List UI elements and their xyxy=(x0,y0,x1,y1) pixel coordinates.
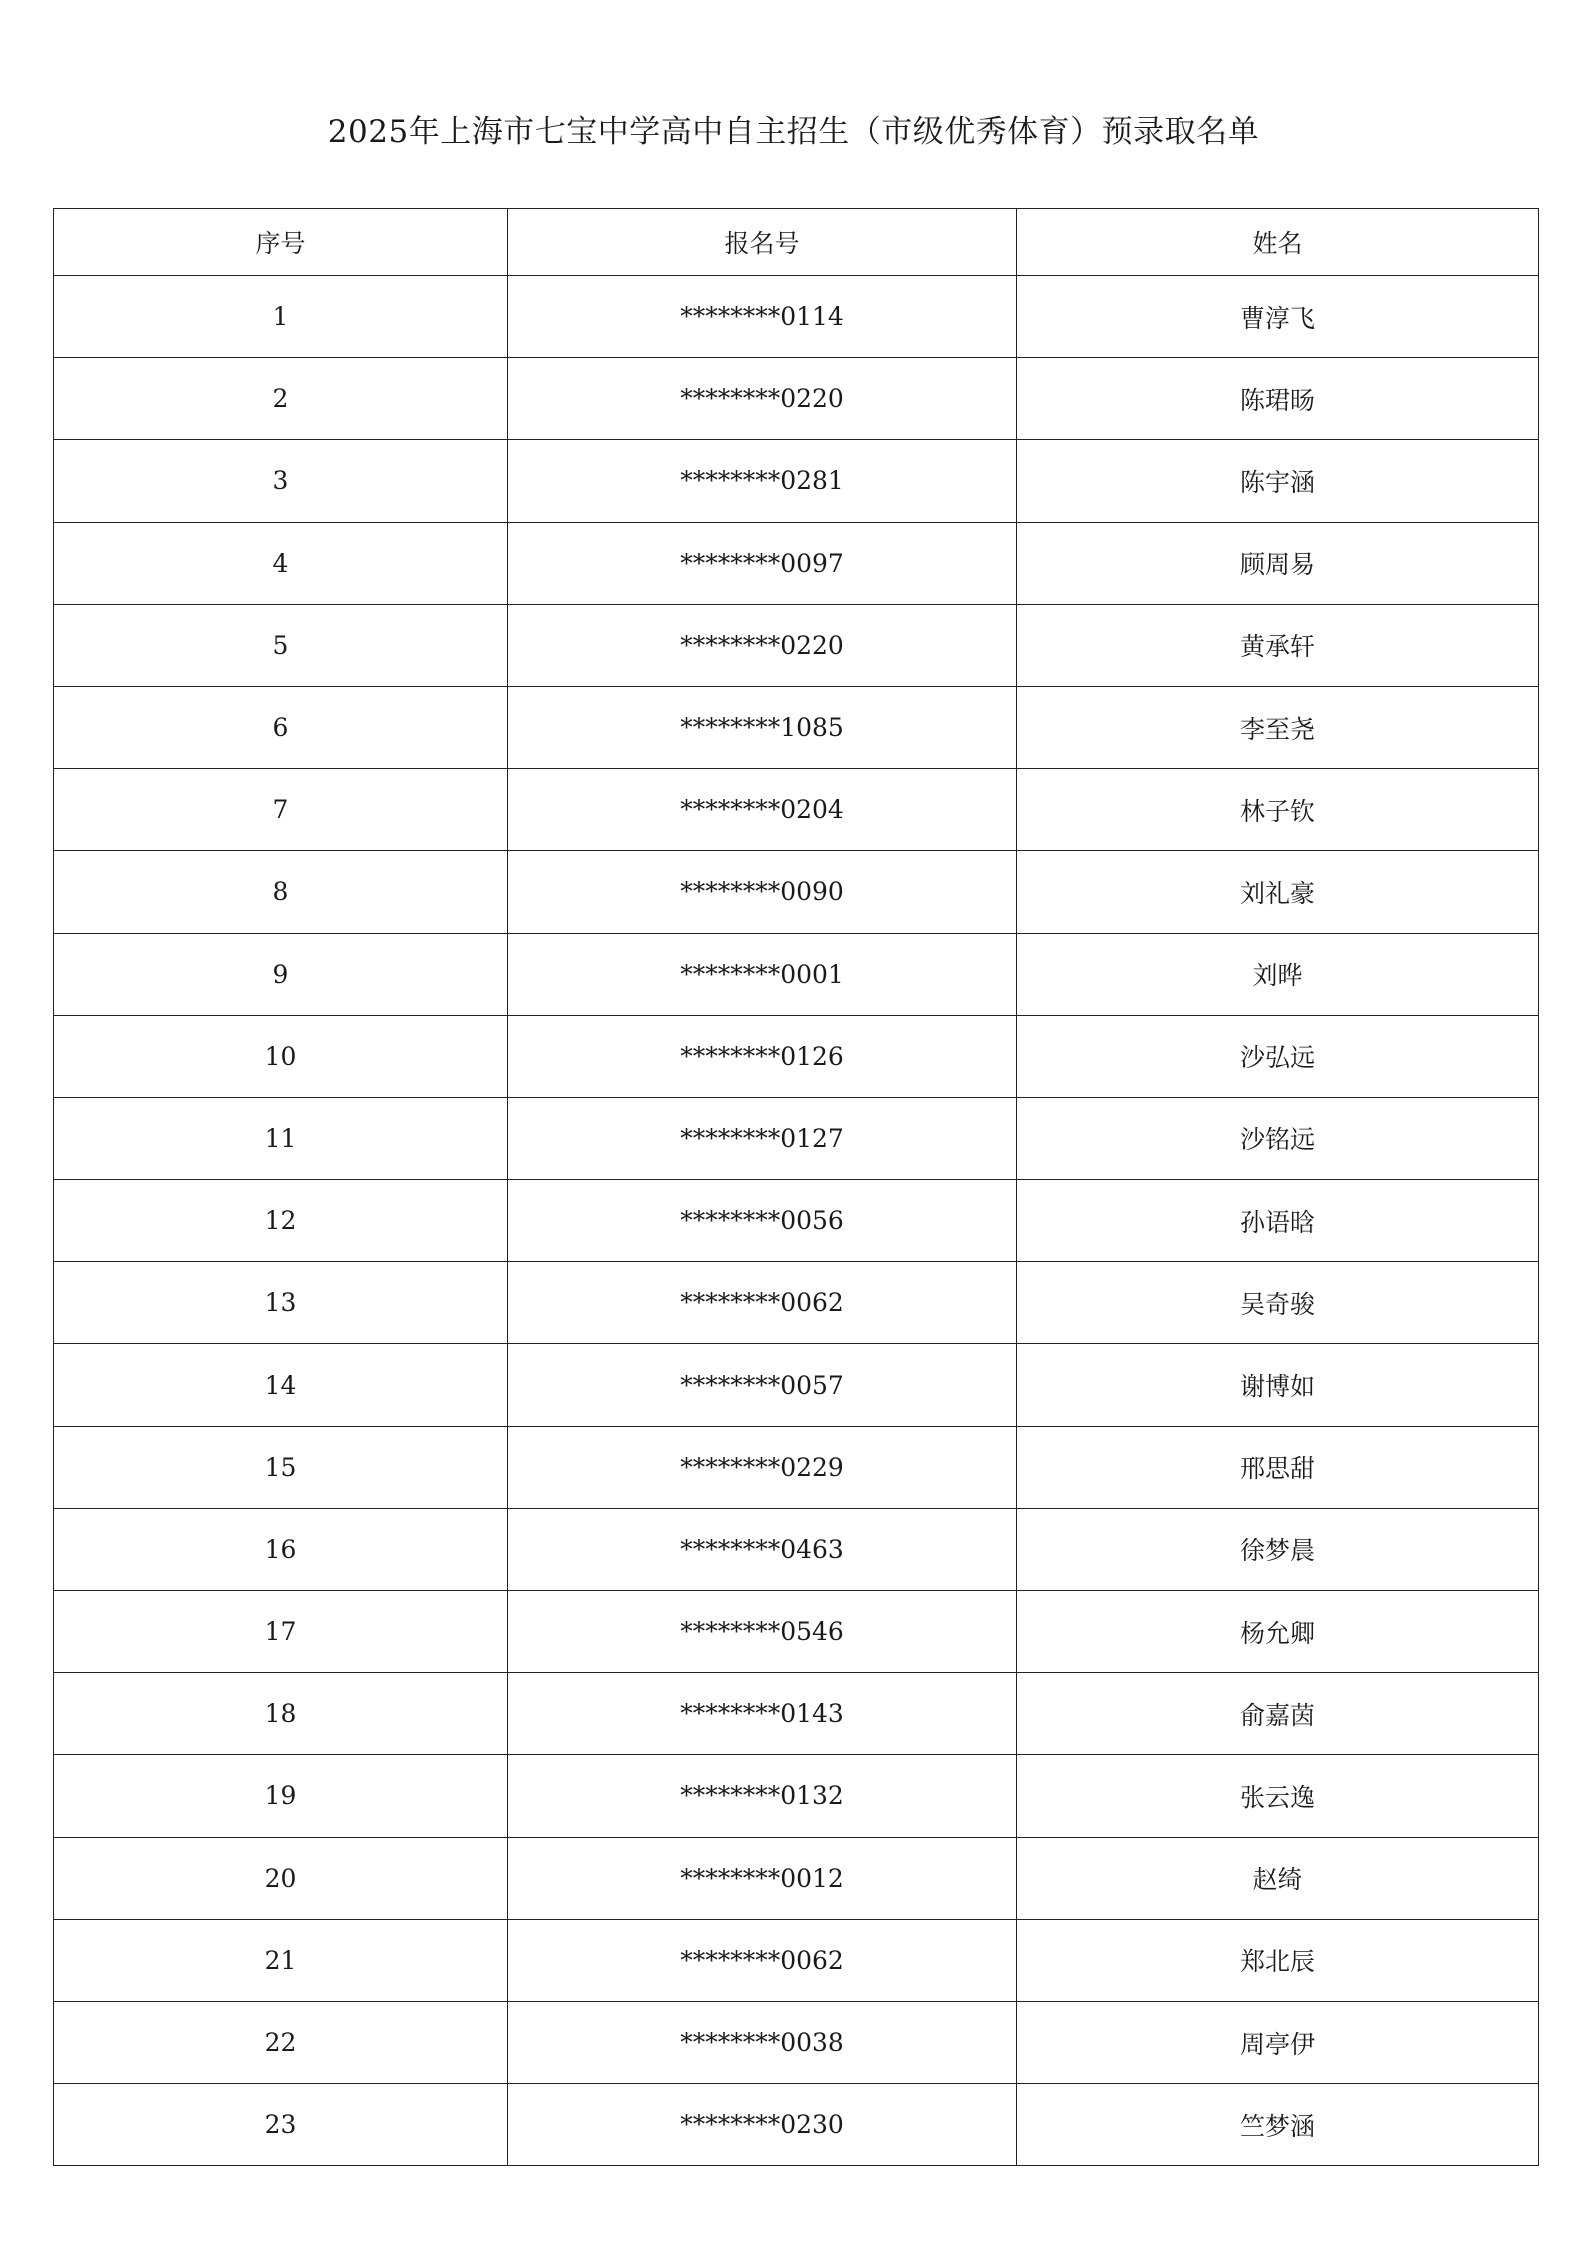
cell-reg-no: ********0090 xyxy=(508,851,1017,933)
cell-reg-no: ********0281 xyxy=(508,440,1017,522)
table-row xyxy=(54,1262,1539,1344)
cell-reg-no: ********0057 xyxy=(508,1344,1017,1426)
cell-reg-no: ********0012 xyxy=(508,1837,1017,1919)
cell-name: 刘晔 xyxy=(1017,933,1539,1015)
table-row xyxy=(54,1919,1539,2001)
table-row xyxy=(54,522,1539,604)
table-row xyxy=(54,1755,1539,1837)
cell-seq: 3 xyxy=(54,440,508,522)
cell-name: 陈珺旸 xyxy=(1017,358,1539,440)
table-row xyxy=(54,686,1539,768)
cell-seq: 15 xyxy=(54,1426,508,1508)
cell-name: 徐梦晨 xyxy=(1017,1508,1539,1590)
table-row xyxy=(54,604,1539,686)
cell-reg-no: ********0230 xyxy=(508,2084,1017,2166)
cell-reg-no: ********0001 xyxy=(508,933,1017,1015)
cell-name: 谢博如 xyxy=(1017,1344,1539,1426)
cell-seq: 19 xyxy=(54,1755,508,1837)
table-row xyxy=(54,1673,1539,1755)
cell-name: 李至尧 xyxy=(1017,686,1539,768)
header-name: 姓名 xyxy=(1017,209,1539,276)
table-row xyxy=(54,1837,1539,1919)
cell-seq: 16 xyxy=(54,1508,508,1590)
cell-seq: 5 xyxy=(54,604,508,686)
cell-reg-no: ********0062 xyxy=(508,1919,1017,2001)
table-row xyxy=(54,933,1539,1015)
cell-reg-no: ********0062 xyxy=(508,1262,1017,1344)
cell-reg-no: ********0127 xyxy=(508,1097,1017,1179)
cell-seq: 23 xyxy=(54,2084,508,2166)
cell-seq: 14 xyxy=(54,1344,508,1426)
admission-list-table xyxy=(53,208,1539,2166)
cell-reg-no: ********0097 xyxy=(508,522,1017,604)
cell-seq: 9 xyxy=(54,933,508,1015)
table-row xyxy=(54,2084,1539,2166)
table-row xyxy=(54,1344,1539,1426)
cell-reg-no: ********0220 xyxy=(508,358,1017,440)
header-seq: 序号 xyxy=(54,209,508,276)
cell-reg-no: ********0038 xyxy=(508,2001,1017,2083)
table-row xyxy=(54,1097,1539,1179)
header-reg-no: 报名号 xyxy=(508,209,1017,276)
table-row xyxy=(54,1591,1539,1673)
cell-name: 孙语晗 xyxy=(1017,1180,1539,1262)
cell-name: 张云逸 xyxy=(1017,1755,1539,1837)
cell-reg-no: ********0220 xyxy=(508,604,1017,686)
page-title: 2025年上海市七宝中学高中自主招生（市级优秀体育）预录取名单 xyxy=(327,114,1260,150)
cell-reg-no: ********0143 xyxy=(508,1673,1017,1755)
cell-name: 顾周易 xyxy=(1017,522,1539,604)
cell-seq: 7 xyxy=(54,769,508,851)
table-row xyxy=(54,358,1539,440)
table-row xyxy=(54,769,1539,851)
table-row xyxy=(54,440,1539,522)
table-row xyxy=(54,1015,1539,1097)
cell-seq: 2 xyxy=(54,358,508,440)
cell-name: 沙铭远 xyxy=(1017,1097,1539,1179)
cell-reg-no: ********0546 xyxy=(508,1591,1017,1673)
cell-name: 刘礼豪 xyxy=(1017,851,1539,933)
cell-name: 曹淳飞 xyxy=(1017,276,1539,358)
table-row xyxy=(54,851,1539,933)
cell-name: 吴奇骏 xyxy=(1017,1262,1539,1344)
cell-seq: 12 xyxy=(54,1180,508,1262)
cell-seq: 13 xyxy=(54,1262,508,1344)
cell-seq: 8 xyxy=(54,851,508,933)
cell-reg-no: ********0204 xyxy=(508,769,1017,851)
cell-name: 周亭伊 xyxy=(1017,2001,1539,2083)
cell-seq: 4 xyxy=(54,522,508,604)
cell-seq: 10 xyxy=(54,1015,508,1097)
cell-reg-no: ********0132 xyxy=(508,1755,1017,1837)
cell-seq: 21 xyxy=(54,1919,508,2001)
table-row xyxy=(54,1426,1539,1508)
cell-seq: 1 xyxy=(54,276,508,358)
table-row xyxy=(54,1508,1539,1590)
cell-seq: 6 xyxy=(54,686,508,768)
cell-reg-no: ********0463 xyxy=(508,1508,1017,1590)
cell-name: 赵绮 xyxy=(1017,1837,1539,1919)
cell-name: 俞嘉茵 xyxy=(1017,1673,1539,1755)
cell-reg-no: ********0126 xyxy=(508,1015,1017,1097)
cell-name: 邢思甜 xyxy=(1017,1426,1539,1508)
cell-seq: 20 xyxy=(54,1837,508,1919)
cell-reg-no: ********0229 xyxy=(508,1426,1017,1508)
cell-seq: 18 xyxy=(54,1673,508,1755)
cell-name: 竺梦涵 xyxy=(1017,2084,1539,2166)
cell-seq: 22 xyxy=(54,2001,508,2083)
cell-name: 郑北辰 xyxy=(1017,1919,1539,2001)
cell-reg-no: ********0056 xyxy=(508,1180,1017,1262)
table-row xyxy=(54,276,1539,358)
cell-name: 黄承轩 xyxy=(1017,604,1539,686)
cell-seq: 11 xyxy=(54,1097,508,1179)
cell-name: 林子钦 xyxy=(1017,769,1539,851)
cell-seq: 17 xyxy=(54,1591,508,1673)
cell-reg-no: ********0114 xyxy=(508,276,1017,358)
table-header-row xyxy=(54,209,1539,276)
table-body xyxy=(54,276,1539,2166)
table-row xyxy=(54,1180,1539,1262)
cell-name: 杨允卿 xyxy=(1017,1591,1539,1673)
cell-name: 陈宇涵 xyxy=(1017,440,1539,522)
cell-reg-no: ********1085 xyxy=(508,686,1017,768)
table-row xyxy=(54,2001,1539,2083)
cell-name: 沙弘远 xyxy=(1017,1015,1539,1097)
